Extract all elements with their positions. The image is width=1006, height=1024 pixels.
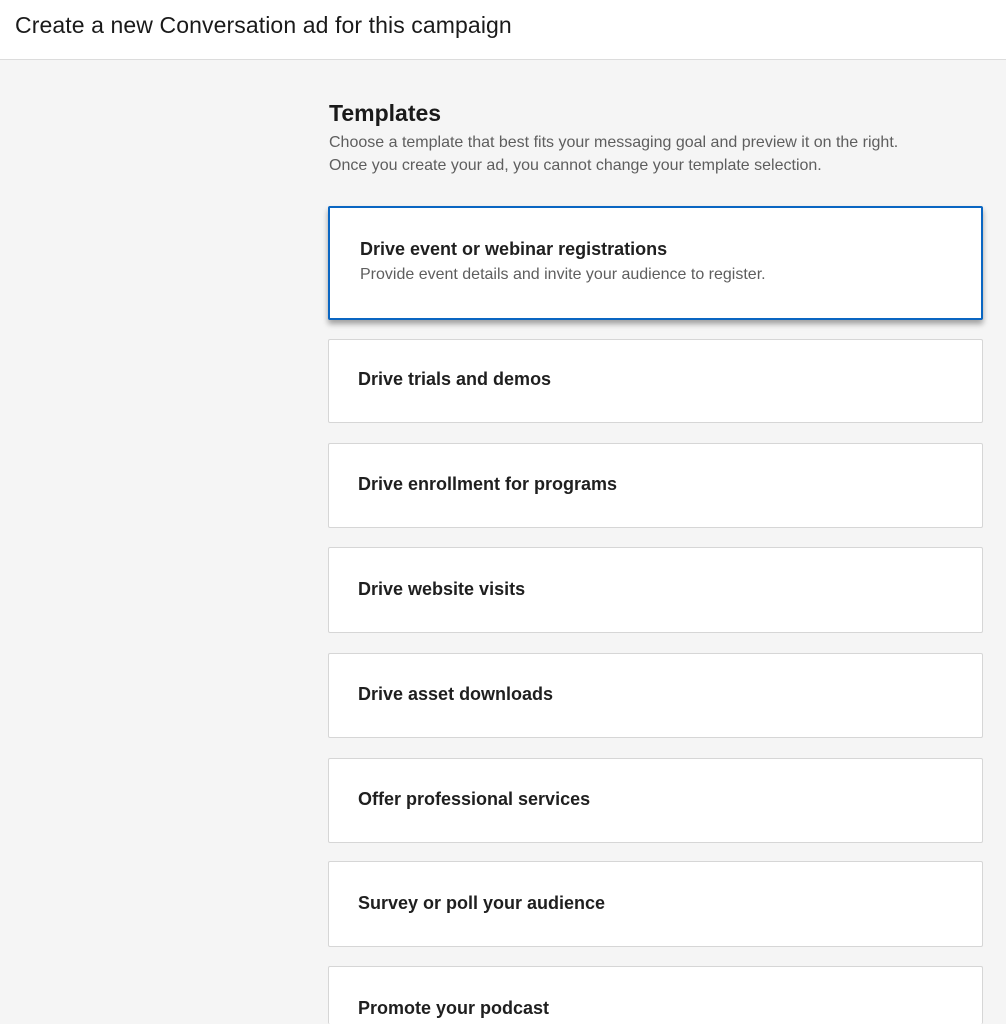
template-card-title: Drive trials and demos <box>358 369 552 389</box>
template-card-promote-podcast[interactable] <box>328 966 983 1024</box>
template-card-asset-downloads[interactable] <box>328 653 983 738</box>
template-card-website-visits[interactable] <box>328 547 983 633</box>
template-card-title: Survey or poll your audience <box>358 893 606 913</box>
templates-description <box>329 131 989 177</box>
page-title: Create a new Conversation ad for this campaign <box>15 12 512 38</box>
template-card-title: Drive asset downloads <box>358 684 554 704</box>
templates-heading: Templates <box>329 100 442 126</box>
template-card-title: Drive event or webinar registrations <box>360 239 668 259</box>
template-card-professional-services[interactable] <box>328 758 983 843</box>
template-card-event-registrations[interactable] <box>328 206 983 320</box>
page-header <box>0 0 1006 60</box>
template-card-trials-demos[interactable] <box>328 339 983 423</box>
template-card-description: Provide event details and invite your audience to register. <box>360 266 766 283</box>
templates-description-line-1: Choose a template that best fits your messaging goal and preview it on the right. <box>329 134 899 151</box>
template-card-title: Promote your podcast <box>358 998 550 1018</box>
template-card-survey-poll[interactable] <box>328 861 983 947</box>
template-card-enrollment-programs[interactable] <box>328 443 983 528</box>
template-card-title: Drive enrollment for programs <box>358 474 618 494</box>
templates-description-line-2: Once you create your ad, you cannot change your template selection. <box>329 157 822 174</box>
template-card-title: Offer professional services <box>358 789 591 809</box>
template-card-title: Drive website visits <box>358 579 526 599</box>
